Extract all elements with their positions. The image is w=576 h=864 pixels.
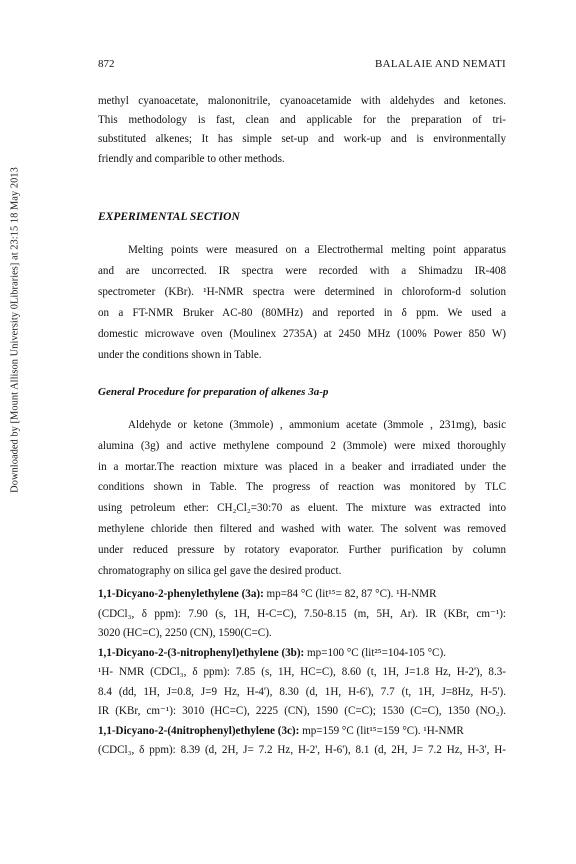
procedure-line: alumina (3g) and active methylene compound 2 (3mmole) were mixed thoroughly	[98, 439, 506, 452]
general-procedure-paragraph	[98, 415, 506, 581]
compound-3a-name: 1,1-Dicyano-2-phenylethylene (3a):	[98, 588, 264, 600]
compound-3c-data: (CDCl₃, δ ppm): 8.39 (d, 2H, J= 7.2 Hz, H-2', H-6'), 8.1 (d, 2H, J= 7.2 Hz, H-3', H-	[98, 744, 506, 756]
compound-3c-name: 1,1-Dicyano-2-(4nitrophenyl)ethylene (3c):	[98, 724, 300, 737]
compound-3b-mp: mp=100 °C (lit²⁵=104-105 °C).	[304, 646, 446, 659]
intro-line: methyl cyanoacetate, malononitrile, cyanoacetamide with aldehydes and ketones.	[98, 95, 506, 107]
procedure-line: chromatography on silica gel gave the desired product.	[98, 564, 342, 577]
compound-3b-line	[98, 644, 506, 664]
procedure-line: conditions shown in Table. The progress of reaction was monitored by TLC	[98, 481, 506, 494]
compound-3b-data: ¹H- NMR (CDCl₃, δ ppm): 7.85 (s, 1H, HC=C), 8.60 (t, 1H, J=1.8 Hz, H-2'), 8.3-	[98, 666, 506, 678]
intro-line: friendly and comparible to other methods.	[98, 152, 285, 165]
compound-3b-data: IR (KBr, cm⁻¹): 3010 (HC=C), 2225 (CN), 1590 (C=C); 1530 (C=C), 1350 (NO₂).	[98, 705, 506, 717]
compound-3a-line	[98, 585, 506, 605]
compound-3a-data: (CDCl₃, δ ppm): 7.90 (s, 1H, H-C=C), 7.50-8.15 (m, 5H, Ar). IR (KBr, cm⁻¹):	[98, 607, 506, 620]
experimental-line: on a FT-NMR Bruker AC-80 (80MHz) and reported in δ ppm. We used a	[98, 307, 506, 319]
compound-3b-data: 8.4 (dd, 1H, J=0.8, J=9 Hz, H-4'), 8.30 (d, 1H, H-6'), 7.7 (t, 1H, J=8Hz, H-5').	[98, 685, 506, 698]
download-watermark	[8, 50, 22, 610]
experimental-line: under the conditions shown in Table.	[98, 349, 262, 361]
experimental-line: Melting points were measured on a Electrothermal melting point apparatus	[128, 244, 506, 256]
running-header-authors: BALALAIE AND NEMATI	[375, 58, 506, 70]
experimental-paragraph	[98, 240, 506, 366]
general-procedure-heading: General Procedure for preparation of alkenes 3a-p	[98, 386, 329, 398]
compound-3c-line	[98, 722, 506, 742]
experimental-line: spectrometer (KBr). ¹H-NMR spectra were determined in chloroform-d solution	[98, 286, 506, 298]
intro-paragraph	[98, 92, 506, 169]
procedure-line: Aldehyde or ketone (3mmole) , ammonium acetate (3mmole , 231mg), basic	[128, 419, 506, 431]
intro-line: This methodology is fast, clean and applicable for the preparation of tri-	[98, 114, 506, 127]
download-notice: Downloaded by [Mount Allison University 0Libraries] at 23:15 18 May 2013	[9, 167, 21, 493]
compound-3b-name: 1,1-Dicyano-2-(3-nitrophenyl)ethylene (3b):	[98, 646, 305, 659]
compound-3a-mp: mp=84 °C (lit¹⁵= 82, 87 °C). ¹H-NMR	[263, 588, 437, 600]
experimental-line: domestic microwave oven (Moulinex 2735A) at 2450 MHz (100% Power 850 W)	[98, 328, 506, 340]
procedure-line: in a mortar.The reaction mixture was placed in a beaker and irradiated under the	[98, 460, 506, 473]
procedure-line: using petroleum ether: CH₂Cl₂=30:70 as eluent. The mixture was extracted into	[98, 502, 506, 515]
compound-data	[98, 585, 506, 761]
compound-3c-mp: mp=159 °C (lit¹⁵=159 °C). ¹H-NMR	[299, 724, 464, 737]
page-number: 872	[98, 58, 115, 70]
procedure-line: methylene chloride then filtered and washed with water. The solvent was removed	[98, 522, 506, 535]
compound-3a-data: 3020 (HC=C), 2250 (CN), 1590(C=C).	[98, 627, 272, 639]
experimental-heading: EXPERIMENTAL SECTION	[98, 211, 240, 223]
experimental-line: and are uncorrected. IR spectra were recorded with a Shimadzu IR-408	[98, 265, 506, 277]
intro-line: substituted alkenes; It has simple set-up and work-up and is environmentally	[98, 133, 506, 146]
procedure-line: under reduced pressure by rotatory evaporator. Further purification by column	[98, 543, 506, 556]
